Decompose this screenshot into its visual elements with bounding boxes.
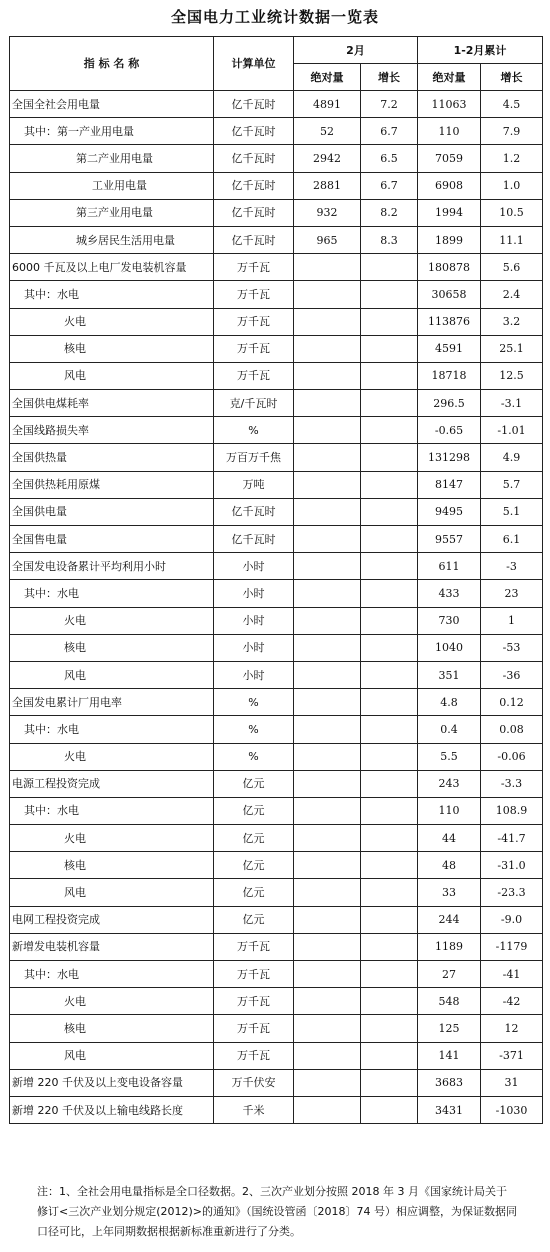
row-unit-cell: 亿元 <box>214 906 294 933</box>
row-cumulative-absolute-cell: 125 <box>418 1015 481 1042</box>
header-cumulative-absolute: 绝对量 <box>418 64 481 91</box>
row-unit-cell: 亿元 <box>214 770 294 797</box>
row-cumulative-absolute-cell: 9495 <box>418 498 481 525</box>
row-month-growth-cell <box>361 281 418 308</box>
table-row <box>10 879 543 906</box>
row-name-cell: 风电 <box>10 1042 214 1069</box>
row-cumulative-absolute-cell: 1994 <box>418 199 481 226</box>
row-unit-cell: 亿千瓦时 <box>214 526 294 553</box>
row-name-cell: 电网工程投资完成 <box>10 906 214 933</box>
row-unit-cell: 千米 <box>214 1096 294 1123</box>
table-row <box>10 1042 543 1069</box>
row-cumulative-absolute-cell: 4.8 <box>418 689 481 716</box>
row-cumulative-absolute-cell: 1899 <box>418 226 481 253</box>
row-cumulative-absolute-cell: 4591 <box>418 335 481 362</box>
row-month-growth-cell <box>361 390 418 417</box>
row-cumulative-absolute-cell: 113876 <box>418 308 481 335</box>
row-name-cell: 电源工程投资完成 <box>10 770 214 797</box>
row-name-cell: 第三产业用电量 <box>10 199 214 226</box>
row-name-cell: 第二产业用电量 <box>10 145 214 172</box>
row-month-absolute-cell: 4891 <box>294 91 361 118</box>
row-month-growth-cell <box>361 716 418 743</box>
row-month-growth-cell <box>361 335 418 362</box>
row-month-absolute-cell <box>294 906 361 933</box>
row-cumulative-growth-cell: -1179 <box>481 933 543 960</box>
row-month-growth-cell: 6.7 <box>361 118 418 145</box>
table-row <box>10 226 543 253</box>
table-row <box>10 1015 543 1042</box>
row-unit-cell: 万千瓦 <box>214 1015 294 1042</box>
row-month-absolute-cell <box>294 281 361 308</box>
row-month-growth-cell: 8.2 <box>361 199 418 226</box>
row-cumulative-growth-cell: 12.5 <box>481 362 543 389</box>
table-row <box>10 689 543 716</box>
row-month-growth-cell <box>361 254 418 281</box>
row-month-absolute-cell <box>294 254 361 281</box>
table-row <box>10 1069 543 1096</box>
row-cumulative-growth-cell: -1030 <box>481 1096 543 1123</box>
row-unit-cell: 小时 <box>214 553 294 580</box>
row-month-absolute-cell <box>294 933 361 960</box>
row-month-growth-cell <box>361 797 418 824</box>
row-cumulative-absolute-cell: 351 <box>418 661 481 688</box>
row-month-growth-cell <box>361 961 418 988</box>
row-unit-cell: 亿千瓦时 <box>214 199 294 226</box>
table-row <box>10 498 543 525</box>
table-row <box>10 797 543 824</box>
row-unit-cell: 万千瓦 <box>214 988 294 1015</box>
row-month-absolute-cell <box>294 716 361 743</box>
row-month-absolute-cell <box>294 1096 361 1123</box>
table-row <box>10 743 543 770</box>
row-month-growth-cell <box>361 661 418 688</box>
row-unit-cell: 小时 <box>214 661 294 688</box>
row-cumulative-growth-cell: 3.2 <box>481 308 543 335</box>
row-month-growth-cell <box>361 308 418 335</box>
row-unit-cell: 万千伏安 <box>214 1069 294 1096</box>
row-unit-cell: % <box>214 743 294 770</box>
row-cumulative-absolute-cell: 110 <box>418 797 481 824</box>
header-indicator: 指 标 名 称 <box>10 37 214 91</box>
header-month: 2月 <box>294 37 418 64</box>
row-month-absolute-cell <box>294 797 361 824</box>
row-unit-cell: 万吨 <box>214 471 294 498</box>
table-row <box>10 1096 543 1123</box>
table-row <box>10 716 543 743</box>
row-unit-cell: 亿元 <box>214 797 294 824</box>
row-name-cell: 城乡居民生活用电量 <box>10 226 214 253</box>
row-month-growth-cell <box>361 417 418 444</box>
row-cumulative-absolute-cell: 180878 <box>418 254 481 281</box>
row-cumulative-growth-cell: 10.5 <box>481 199 543 226</box>
row-name-cell: 核电 <box>10 1015 214 1042</box>
row-cumulative-growth-cell: -3 <box>481 553 543 580</box>
row-cumulative-growth-cell: -9.0 <box>481 906 543 933</box>
row-month-absolute-cell <box>294 743 361 770</box>
table-row <box>10 770 543 797</box>
row-unit-cell: % <box>214 716 294 743</box>
row-month-growth-cell <box>361 770 418 797</box>
row-month-growth-cell <box>361 988 418 1015</box>
row-name-cell: 火电 <box>10 607 214 634</box>
row-month-growth-cell <box>361 906 418 933</box>
row-month-growth-cell <box>361 1042 418 1069</box>
row-cumulative-absolute-cell: 296.5 <box>418 390 481 417</box>
row-name-cell: 新增发电装机容量 <box>10 933 214 960</box>
row-month-absolute-cell <box>294 308 361 335</box>
row-month-absolute-cell <box>294 661 361 688</box>
header-cumulative-growth: 增长 <box>481 64 543 91</box>
row-name-cell: 全国发电累计厂用电率 <box>10 689 214 716</box>
row-cumulative-growth-cell: 2.4 <box>481 281 543 308</box>
table-row <box>10 553 543 580</box>
row-month-absolute-cell <box>294 634 361 661</box>
row-month-absolute-cell <box>294 607 361 634</box>
row-name-cell: 其中：水电 <box>10 580 214 607</box>
row-month-growth-cell <box>361 1015 418 1042</box>
row-unit-cell: 万千瓦 <box>214 308 294 335</box>
row-name-cell: 其中：第一产业用电量 <box>10 118 214 145</box>
row-cumulative-growth-cell: 1.0 <box>481 172 543 199</box>
table-row <box>10 417 543 444</box>
row-month-absolute-cell <box>294 879 361 906</box>
row-name-cell: 全国供热量 <box>10 444 214 471</box>
row-unit-cell: 万百万千焦 <box>214 444 294 471</box>
row-unit-cell: 亿元 <box>214 852 294 879</box>
row-month-growth-cell <box>361 607 418 634</box>
table-row <box>10 308 543 335</box>
row-month-absolute-cell: 965 <box>294 226 361 253</box>
row-name-cell: 核电 <box>10 852 214 879</box>
row-month-absolute-cell <box>294 961 361 988</box>
row-unit-cell: 亿千瓦时 <box>214 172 294 199</box>
table-row <box>10 471 543 498</box>
row-name-cell: 全国供电量 <box>10 498 214 525</box>
row-unit-cell: % <box>214 689 294 716</box>
row-name-cell: 火电 <box>10 825 214 852</box>
row-name-cell: 风电 <box>10 661 214 688</box>
row-cumulative-growth-cell: -31.0 <box>481 852 543 879</box>
row-name-cell: 其中：水电 <box>10 281 214 308</box>
row-month-growth-cell <box>361 634 418 661</box>
row-month-growth-cell <box>361 1096 418 1123</box>
row-cumulative-growth-cell: -41.7 <box>481 825 543 852</box>
table-row <box>10 390 543 417</box>
row-month-growth-cell <box>361 526 418 553</box>
row-unit-cell: 万千瓦 <box>214 335 294 362</box>
row-month-absolute-cell: 932 <box>294 199 361 226</box>
row-month-absolute-cell <box>294 335 361 362</box>
header-cumulative: 1-2月累计 <box>418 37 543 64</box>
row-name-cell: 风电 <box>10 879 214 906</box>
row-cumulative-growth-cell: -3.3 <box>481 770 543 797</box>
row-unit-cell: 万千瓦 <box>214 933 294 960</box>
row-name-cell: 全国供热耗用原煤 <box>10 471 214 498</box>
row-unit-cell: 克/千瓦时 <box>214 390 294 417</box>
row-cumulative-growth-cell: 0.12 <box>481 689 543 716</box>
row-cumulative-growth-cell: -36 <box>481 661 543 688</box>
table-header <box>10 37 543 91</box>
row-month-absolute-cell <box>294 1042 361 1069</box>
row-cumulative-growth-cell: 108.9 <box>481 797 543 824</box>
row-month-growth-cell: 8.3 <box>361 226 418 253</box>
row-cumulative-growth-cell: 4.9 <box>481 444 543 471</box>
row-cumulative-absolute-cell: 110 <box>418 118 481 145</box>
row-month-absolute-cell <box>294 390 361 417</box>
row-month-growth-cell <box>361 852 418 879</box>
row-month-absolute-cell: 2942 <box>294 145 361 172</box>
table-row <box>10 580 543 607</box>
row-cumulative-growth-cell: 1.2 <box>481 145 543 172</box>
table-row <box>10 362 543 389</box>
row-cumulative-absolute-cell: 1189 <box>418 933 481 960</box>
row-cumulative-absolute-cell: 3431 <box>418 1096 481 1123</box>
table-row <box>10 118 543 145</box>
table-row <box>10 661 543 688</box>
footnote: 注：1、全社会用电量指标是全口径数据。2、三次产业划分按照 2018 年 3 月《国家统计局关于修订<三次产业划分规定(2012)>的通知》（国统设管函〔2018〕74 号）相应调整，为保证数据同口径可比，上年同期数据根据新标准重新进行了分类。 <box>37 1185 517 1238</box>
header-month-growth: 增长 <box>361 64 418 91</box>
row-cumulative-growth-cell: 7.9 <box>481 118 543 145</box>
row-name-cell: 火电 <box>10 308 214 335</box>
row-cumulative-absolute-cell: 244 <box>418 906 481 933</box>
row-cumulative-absolute-cell: 548 <box>418 988 481 1015</box>
table-row <box>10 254 543 281</box>
row-cumulative-absolute-cell: 6908 <box>418 172 481 199</box>
table-row <box>10 199 543 226</box>
row-month-growth-cell <box>361 1069 418 1096</box>
table-row <box>10 444 543 471</box>
row-month-absolute-cell <box>294 1015 361 1042</box>
row-cumulative-growth-cell: 1 <box>481 607 543 634</box>
row-name-cell: 新增 220 千伏及以上变电设备容量 <box>10 1069 214 1096</box>
row-name-cell: 全国供电煤耗率 <box>10 390 214 417</box>
row-month-growth-cell <box>361 444 418 471</box>
row-name-cell: 全国全社会用电量 <box>10 91 214 118</box>
row-month-growth-cell <box>361 879 418 906</box>
row-cumulative-growth-cell: 31 <box>481 1069 543 1096</box>
row-month-absolute-cell <box>294 362 361 389</box>
row-cumulative-growth-cell: 12 <box>481 1015 543 1042</box>
row-month-absolute-cell <box>294 471 361 498</box>
table-row <box>10 825 543 852</box>
table-row <box>10 607 543 634</box>
row-unit-cell: 万千瓦 <box>214 961 294 988</box>
row-unit-cell: 亿千瓦时 <box>214 118 294 145</box>
row-month-growth-cell: 6.5 <box>361 145 418 172</box>
row-cumulative-growth-cell: 11.1 <box>481 226 543 253</box>
row-name-cell: 火电 <box>10 988 214 1015</box>
row-name-cell: 全国发电设备累计平均利用小时 <box>10 553 214 580</box>
row-month-absolute-cell: 2881 <box>294 172 361 199</box>
row-unit-cell: 小时 <box>214 607 294 634</box>
row-cumulative-growth-cell: 4.5 <box>481 91 543 118</box>
header-unit: 计算单位 <box>214 37 294 91</box>
row-cumulative-absolute-cell: 9557 <box>418 526 481 553</box>
row-month-growth-cell <box>361 825 418 852</box>
row-name-cell: 6000 千瓦及以上电厂发电装机容量 <box>10 254 214 281</box>
row-cumulative-growth-cell: -371 <box>481 1042 543 1069</box>
header-month-absolute: 绝对量 <box>294 64 361 91</box>
row-month-absolute-cell <box>294 444 361 471</box>
statistics-table <box>9 36 543 1124</box>
row-cumulative-absolute-cell: 8147 <box>418 471 481 498</box>
row-cumulative-absolute-cell: 0.4 <box>418 716 481 743</box>
row-cumulative-absolute-cell: 48 <box>418 852 481 879</box>
row-cumulative-growth-cell: 5.7 <box>481 471 543 498</box>
row-name-cell: 其中：水电 <box>10 716 214 743</box>
row-month-growth-cell <box>361 471 418 498</box>
table-row <box>10 335 543 362</box>
row-cumulative-growth-cell: 5.6 <box>481 254 543 281</box>
row-cumulative-absolute-cell: 3683 <box>418 1069 481 1096</box>
row-month-absolute-cell: 52 <box>294 118 361 145</box>
row-month-growth-cell: 6.7 <box>361 172 418 199</box>
row-cumulative-absolute-cell: -0.65 <box>418 417 481 444</box>
row-name-cell: 其中：水电 <box>10 797 214 824</box>
row-month-absolute-cell <box>294 580 361 607</box>
row-cumulative-absolute-cell: 433 <box>418 580 481 607</box>
row-month-absolute-cell <box>294 1069 361 1096</box>
row-month-growth-cell <box>361 553 418 580</box>
row-cumulative-growth-cell: -1.01 <box>481 417 543 444</box>
row-name-cell: 风电 <box>10 362 214 389</box>
table-row <box>10 526 543 553</box>
row-cumulative-growth-cell: 23 <box>481 580 543 607</box>
row-cumulative-absolute-cell: 131298 <box>418 444 481 471</box>
row-unit-cell: 小时 <box>214 634 294 661</box>
table-row <box>10 852 543 879</box>
table-row <box>10 91 543 118</box>
row-name-cell: 其中：水电 <box>10 961 214 988</box>
row-cumulative-absolute-cell: 730 <box>418 607 481 634</box>
row-unit-cell: 小时 <box>214 580 294 607</box>
row-cumulative-absolute-cell: 141 <box>418 1042 481 1069</box>
row-unit-cell: 万千瓦 <box>214 254 294 281</box>
row-name-cell: 核电 <box>10 634 214 661</box>
row-month-growth-cell <box>361 933 418 960</box>
row-name-cell: 新增 220 千伏及以上输电线路长度 <box>10 1096 214 1123</box>
row-cumulative-absolute-cell: 33 <box>418 879 481 906</box>
row-month-absolute-cell <box>294 553 361 580</box>
row-month-absolute-cell <box>294 852 361 879</box>
row-unit-cell: 亿千瓦时 <box>214 498 294 525</box>
row-cumulative-growth-cell: -53 <box>481 634 543 661</box>
table-body <box>10 91 543 1124</box>
row-unit-cell: 亿元 <box>214 879 294 906</box>
row-name-cell: 核电 <box>10 335 214 362</box>
row-month-growth-cell <box>361 689 418 716</box>
row-name-cell: 全国售电量 <box>10 526 214 553</box>
row-cumulative-growth-cell: -3.1 <box>481 390 543 417</box>
row-unit-cell: % <box>214 417 294 444</box>
table-row <box>10 281 543 308</box>
row-cumulative-growth-cell: -42 <box>481 988 543 1015</box>
table-row <box>10 634 543 661</box>
row-cumulative-growth-cell: -41 <box>481 961 543 988</box>
table-row <box>10 172 543 199</box>
row-month-growth-cell <box>361 580 418 607</box>
row-cumulative-growth-cell: 6.1 <box>481 526 543 553</box>
row-unit-cell: 亿千瓦时 <box>214 226 294 253</box>
row-cumulative-absolute-cell: 611 <box>418 553 481 580</box>
row-month-growth-cell <box>361 498 418 525</box>
row-cumulative-absolute-cell: 27 <box>418 961 481 988</box>
row-unit-cell: 万千瓦 <box>214 281 294 308</box>
table-row <box>10 933 543 960</box>
row-unit-cell: 亿千瓦时 <box>214 145 294 172</box>
table-row <box>10 145 543 172</box>
row-month-absolute-cell <box>294 770 361 797</box>
row-month-absolute-cell <box>294 988 361 1015</box>
row-unit-cell: 亿元 <box>214 825 294 852</box>
row-name-cell: 火电 <box>10 743 214 770</box>
row-unit-cell: 万千瓦 <box>214 362 294 389</box>
row-cumulative-absolute-cell: 11063 <box>418 91 481 118</box>
row-cumulative-growth-cell: -0.06 <box>481 743 543 770</box>
row-month-growth-cell <box>361 743 418 770</box>
row-month-growth-cell <box>361 362 418 389</box>
row-cumulative-growth-cell: -23.3 <box>481 879 543 906</box>
row-cumulative-absolute-cell: 243 <box>418 770 481 797</box>
row-cumulative-absolute-cell: 5.5 <box>418 743 481 770</box>
row-month-absolute-cell <box>294 689 361 716</box>
row-cumulative-growth-cell: 25.1 <box>481 335 543 362</box>
row-month-absolute-cell <box>294 417 361 444</box>
row-cumulative-growth-cell: 5.1 <box>481 498 543 525</box>
row-cumulative-absolute-cell: 30658 <box>418 281 481 308</box>
row-month-absolute-cell <box>294 498 361 525</box>
row-cumulative-absolute-cell: 44 <box>418 825 481 852</box>
row-cumulative-absolute-cell: 18718 <box>418 362 481 389</box>
row-cumulative-absolute-cell: 1040 <box>418 634 481 661</box>
row-month-absolute-cell <box>294 526 361 553</box>
row-unit-cell: 万千瓦 <box>214 1042 294 1069</box>
row-month-growth-cell: 7.2 <box>361 91 418 118</box>
row-unit-cell: 亿千瓦时 <box>214 91 294 118</box>
table-row <box>10 906 543 933</box>
page-title: 全国电力工业统计数据一览表 <box>170 8 379 26</box>
table-row <box>10 988 543 1015</box>
row-cumulative-absolute-cell: 7059 <box>418 145 481 172</box>
row-name-cell: 工业用电量 <box>10 172 214 199</box>
row-month-absolute-cell <box>294 825 361 852</box>
row-name-cell: 全国线路损失率 <box>10 417 214 444</box>
row-cumulative-growth-cell: 0.08 <box>481 716 543 743</box>
table-row <box>10 961 543 988</box>
